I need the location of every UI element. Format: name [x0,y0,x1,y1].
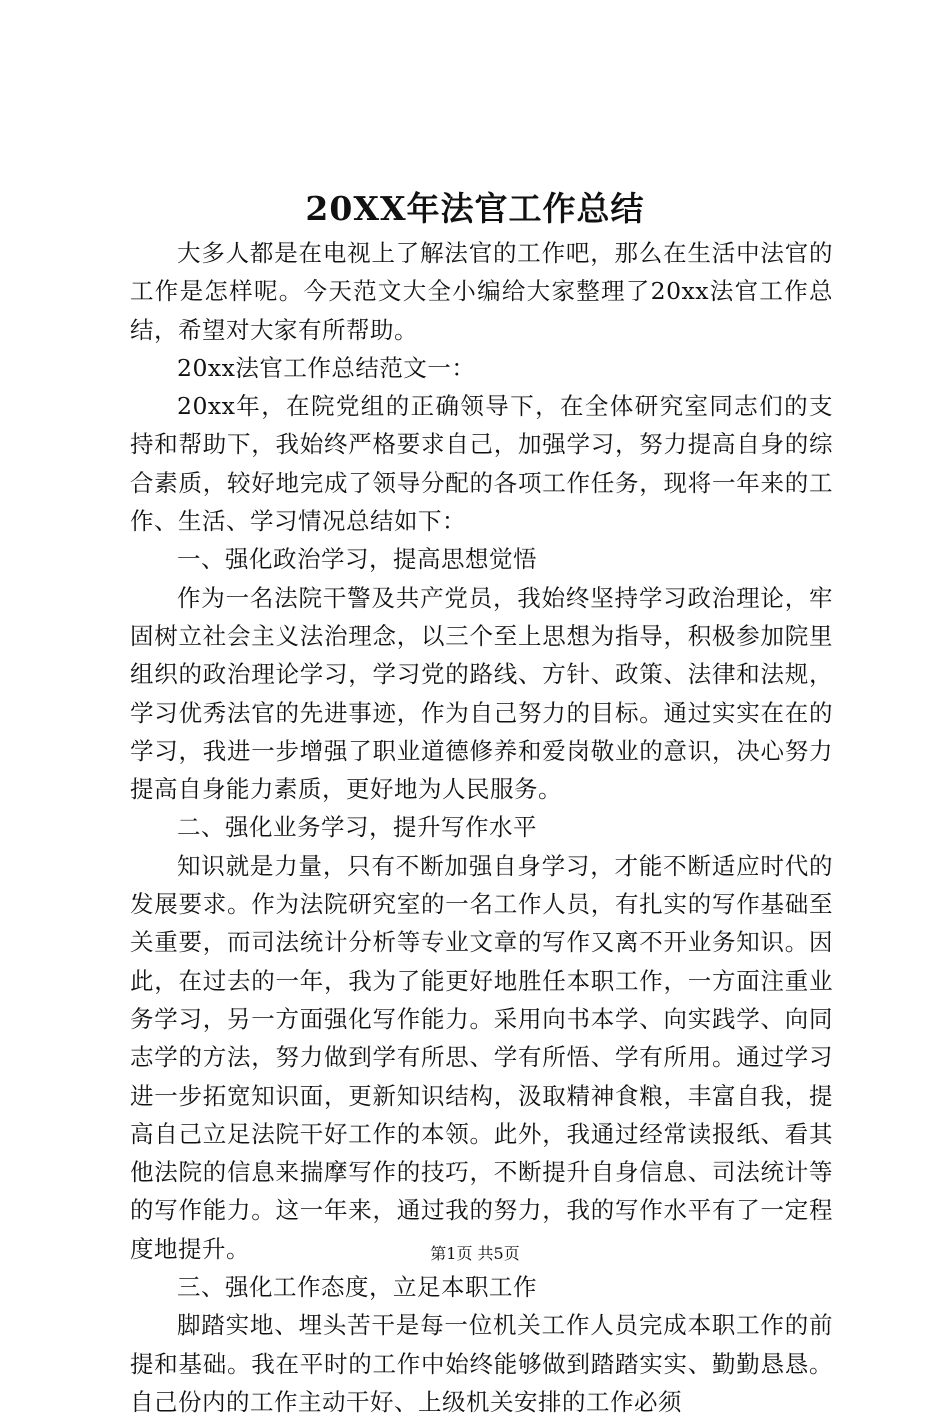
paragraph-business-study: 知识就是力量，只有不断加强自身学习，才能不断适应时代的发展要求。作为法院研究室的一名工作人员，有扎实的写作基础至关重要，而司法统计分析等专业文章的写作又离不开业务知识。因此，在过去的一年，我为了能更好地胜任本职工作，一方面注重业务学习，另一方面强化写作能力。采用向书本学、向实践学、向同志学的方法，努力做到学有所思、学有所悟、学有所用。通过学习进一步拓宽知识面，更新知识结构，汲取精神食粮，丰富自我，提高自己立足法院干好工作的本领。此外，我通过经常读报纸、看其他法院的信息来揣摩写作的技巧，不断提升自身信息、司法统计等的写作能力。这一年来，通过我的努力，我的写作水平有了一定程度地提升。 [130,851,833,1263]
paragraph-work-attitude: 脚踏实地、埋头苦干是每一位机关工作人员完成本职工作的前提和基础。我在平时的工作中始终能够做到踏踏实实、勤勤恳恳。自己份内的工作主动干好、上级机关安排的工作必须 [130,1311,833,1416]
paragraph-sample-heading: 20xx法官工作总结范文一： [177,353,476,382]
section-heading-1: 一、强化政治学习，提高思想觉悟 [177,545,537,574]
paragraph-overview: 20xx年，在院党组的正确领导下，在全体研究室同志们的支持和帮助下，我始终严格要求自己，加强学习，努力提高自身的综合素质，较好地完成了领导分配的各项工作任务，现将一年来的工作、生活、学习情况总结如下： [130,392,833,536]
page-footer: 第1页 共5页 [430,1244,520,1263]
paragraph-political-study: 作为一名法院干警及共产党员，我始终坚持学习政治理论，牢固树立社会主义法治理念，以三个至上思想为指导，积极参加院里组织的政治理论学习，学习党的路线、方针、政策、法律和法规，学习优秀法官的先进事迹，作为自己努力的目标。通过实实在在的学习，我进一步增强了职业道德修养和爱岗敬业的意识，决心努力提高自身能力素质，更好地为人民服务。 [130,583,833,804]
paragraph-intro: 大多人都是在电视上了解法官的工作吧，那么在生活中法官的工作是怎样呢。今天范文大全小编给大家整理了20xx法官工作总结，希望对大家有所帮助。 [130,239,833,344]
section-heading-3: 三、强化工作态度，立足本职工作 [177,1273,537,1302]
document-title: 20XX年法官工作总结 [305,189,645,228]
section-heading-2: 二、强化业务学习，提升写作水平 [177,813,537,842]
